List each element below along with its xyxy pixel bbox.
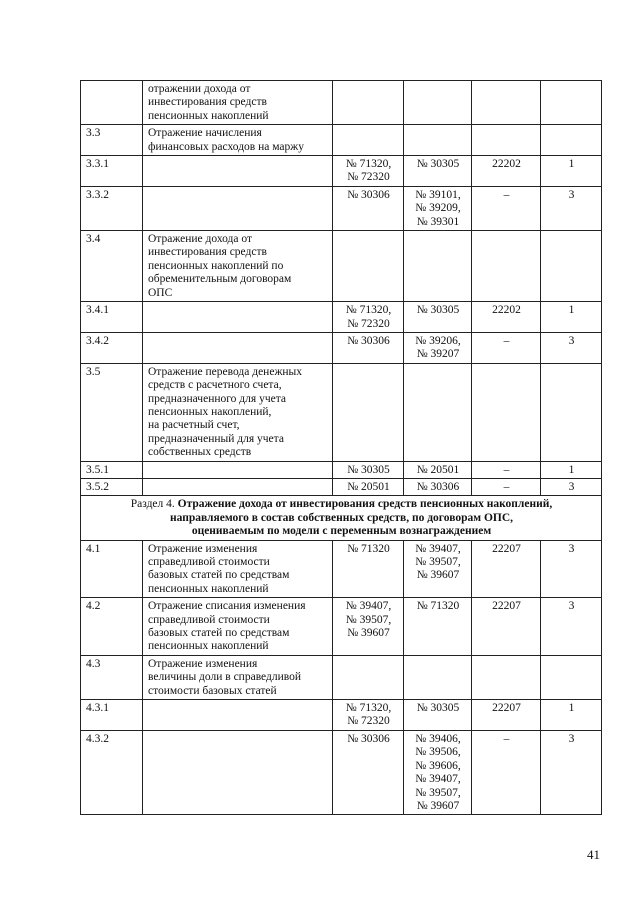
credit-account-cell: № 20501	[404, 461, 472, 478]
entry-number-cell	[81, 81, 143, 125]
symbol-code-cell: 22207	[472, 540, 541, 598]
debit-account-cell: № 71320	[333, 540, 404, 598]
table-row	[81, 302, 602, 333]
debit-account-cell	[333, 231, 404, 302]
symbol-code-cell: –	[472, 461, 541, 478]
symbol-code-cell: 22202	[472, 302, 541, 333]
debit-account-cell	[333, 655, 404, 699]
document-type-cell: 3	[541, 730, 602, 814]
table-row	[81, 81, 602, 125]
page-number: 41	[587, 847, 600, 862]
credit-account-cell	[404, 81, 472, 125]
symbol-code-cell	[472, 363, 541, 461]
credit-account-cell: № 30305	[404, 302, 472, 333]
section-header-row	[81, 496, 602, 540]
credit-account-cell	[404, 125, 472, 156]
entry-description-cell: отражении дохода от инвестирования средств пенсионных накоплений	[143, 81, 333, 125]
credit-account-cell	[404, 231, 472, 302]
entry-number-cell: 3.4	[81, 231, 143, 302]
accounting-entries-table	[80, 80, 602, 815]
table-row	[81, 730, 602, 814]
document-type-cell	[541, 231, 602, 302]
entry-description-cell: Отражение списания изменения справедливой стоимости базовых статей по средствам пенсионных накоплений	[143, 598, 333, 656]
debit-account-cell: № 30306	[333, 332, 404, 363]
document-type-cell: 3	[541, 478, 602, 495]
document-type-cell: 1	[541, 461, 602, 478]
debit-account-cell: № 30306	[333, 186, 404, 230]
table-row	[81, 478, 602, 495]
entry-description-cell: Отражение начисления финансовых расходов на маржу	[143, 125, 333, 156]
table-row	[81, 231, 602, 302]
document-type-cell: 1	[541, 700, 602, 731]
document-type-cell: 3	[541, 598, 602, 656]
entry-number-cell: 4.2	[81, 598, 143, 656]
entry-description-cell	[143, 461, 333, 478]
table-row	[81, 363, 602, 461]
symbol-code-cell	[472, 81, 541, 125]
section-4-title: Отражение дохода от инвестирования средств пенсионных накоплений, направляемого в состав собственных средств, по договорам ОПС, оцениваемым по модели с переменным вознаграждением	[169, 498, 553, 538]
entry-number-cell: 3.5.1	[81, 461, 143, 478]
entry-description-cell	[143, 332, 333, 363]
entry-description-cell: Отражение изменения справедливой стоимости базовых статей по средствам пенсионных накоплений	[143, 540, 333, 598]
table-body-section-4-header	[81, 496, 602, 540]
debit-account-cell	[333, 125, 404, 156]
table-row	[81, 540, 602, 598]
credit-account-cell: № 39407, № 39507, № 39607	[404, 540, 472, 598]
credit-account-cell: № 39406, № 39506, № 39606, № 39407, № 39507, № 39607	[404, 730, 472, 814]
credit-account-cell	[404, 655, 472, 699]
credit-account-cell: № 39206, № 39207	[404, 332, 472, 363]
debit-account-cell: № 71320, № 72320	[333, 302, 404, 333]
section-4-heading	[81, 496, 602, 540]
symbol-code-cell	[472, 125, 541, 156]
document-type-cell: 1	[541, 156, 602, 187]
credit-account-cell: № 30305	[404, 156, 472, 187]
entry-description-cell: Отражение дохода от инвестирования средств пенсионных накоплений по обременительным договорам ОПС	[143, 231, 333, 302]
symbol-code-cell: 22207	[472, 700, 541, 731]
table-row	[81, 655, 602, 699]
debit-account-cell: № 71320, № 72320	[333, 156, 404, 187]
debit-account-cell: № 71320, № 72320	[333, 700, 404, 731]
table-row	[81, 332, 602, 363]
symbol-code-cell: 22207	[472, 598, 541, 656]
table-row	[81, 598, 602, 656]
entry-description-cell	[143, 302, 333, 333]
document-type-cell: 1	[541, 302, 602, 333]
entry-number-cell: 3.4.1	[81, 302, 143, 333]
entry-description-cell: Отражение изменения величины доли в справедливой стоимости базовых статей	[143, 655, 333, 699]
entry-description-cell	[143, 478, 333, 495]
debit-account-cell: № 20501	[333, 478, 404, 495]
document-type-cell	[541, 81, 602, 125]
symbol-code-cell	[472, 655, 541, 699]
entry-description-cell	[143, 156, 333, 187]
symbol-code-cell: –	[472, 332, 541, 363]
entry-number-cell: 3.4.2	[81, 332, 143, 363]
entry-number-cell: 4.3.1	[81, 700, 143, 731]
credit-account-cell: № 30305	[404, 700, 472, 731]
table-body-section-4	[81, 540, 602, 815]
entry-number-cell: 3.5.2	[81, 478, 143, 495]
credit-account-cell: № 30306	[404, 478, 472, 495]
symbol-code-cell: –	[472, 478, 541, 495]
entry-number-cell: 4.3.2	[81, 730, 143, 814]
section-4-prefix: Раздел 4.	[130, 498, 178, 511]
entry-number-cell: 4.3	[81, 655, 143, 699]
symbol-code-cell	[472, 231, 541, 302]
table-row	[81, 156, 602, 187]
table-row	[81, 700, 602, 731]
entry-description-cell	[143, 186, 333, 230]
document-type-cell: 3	[541, 186, 602, 230]
document-type-cell	[541, 655, 602, 699]
entry-description-cell	[143, 730, 333, 814]
debit-account-cell: № 39407, № 39507, № 39607	[333, 598, 404, 656]
entry-number-cell: 3.3	[81, 125, 143, 156]
entry-number-cell: 3.5	[81, 363, 143, 461]
credit-account-cell	[404, 363, 472, 461]
entry-number-cell: 3.3.1	[81, 156, 143, 187]
symbol-code-cell: –	[472, 730, 541, 814]
document-type-cell	[541, 125, 602, 156]
entry-description-cell	[143, 700, 333, 731]
symbol-code-cell: 22202	[472, 156, 541, 187]
entry-number-cell: 3.3.2	[81, 186, 143, 230]
document-type-cell: 3	[541, 332, 602, 363]
debit-account-cell	[333, 363, 404, 461]
debit-account-cell: № 30305	[333, 461, 404, 478]
entry-description-cell: Отражение перевода денежных средств с расчетного счета, предназначенного для учета пенсионных накоплений, на расчетный счет, предназначенный для учета собственных средств	[143, 363, 333, 461]
table-row	[81, 125, 602, 156]
table-body-section-3	[81, 81, 602, 496]
symbol-code-cell: –	[472, 186, 541, 230]
table-row	[81, 461, 602, 478]
entry-number-cell: 4.1	[81, 540, 143, 598]
credit-account-cell: № 71320	[404, 598, 472, 656]
table-row	[81, 186, 602, 230]
document-type-cell: 3	[541, 540, 602, 598]
debit-account-cell: № 30306	[333, 730, 404, 814]
document-type-cell	[541, 363, 602, 461]
credit-account-cell: № 39101, № 39209, № 39301	[404, 186, 472, 230]
debit-account-cell	[333, 81, 404, 125]
